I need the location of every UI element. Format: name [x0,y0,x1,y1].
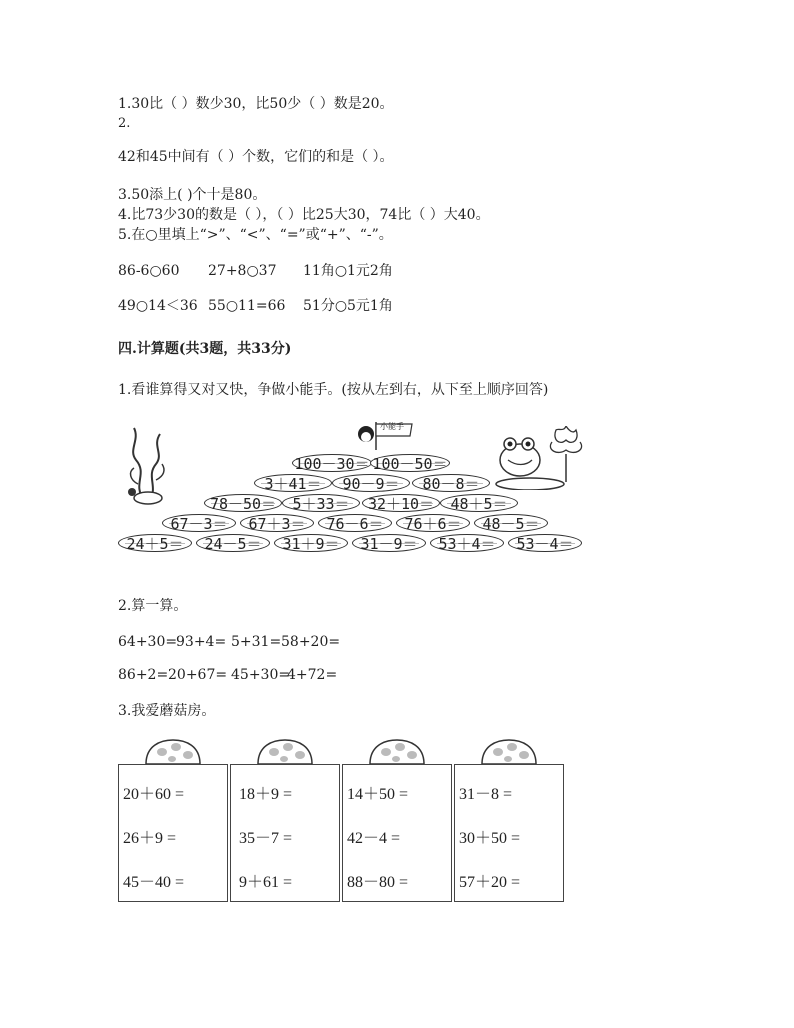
lily-pad: 48＋5＝ [440,494,518,512]
lily-pad: 67＋3＝ [240,514,314,532]
flag-label: 小能手 [380,422,404,431]
lily-pad: 53＋4＝ [430,534,504,552]
calc-item: 58+20= [281,634,341,650]
compare-item: 55○11=66 [208,298,286,314]
compare-item: 51分○5元1角 [303,298,393,314]
calc-2-row-1 [118,633,340,651]
lily-pad: 76－6＝ [318,514,392,532]
lily-pad: 32＋10＝ [362,494,440,512]
question-2: 42和45中间有（ ）个数，它们的和是（ ）。 [118,149,394,165]
lily-pad: 76＋6＝ [396,514,470,532]
frog-icon [486,426,586,490]
equation: 42－4 = [347,830,401,847]
calc-2-row-2 [118,666,337,684]
mushroom-column [118,764,228,902]
mushroom-column [230,764,340,902]
lily-pad: 31＋9＝ [274,534,348,552]
equation: 9＋61 = [239,874,293,891]
calc-item: 64+30= [118,634,178,650]
question-3: 3.50添上( )个十是80。 [118,187,267,203]
equation: 26＋9 = [123,830,177,847]
lily-pad: 100－50＝ [370,454,450,472]
question-5: 5.在○里填上“>”、“<”、“=”或“+”、“-”。 [118,227,393,243]
mushroom-roof-icon [480,738,538,766]
compare-item: 86-6○60 [118,263,180,279]
calc-2-title: 2.算一算。 [118,598,188,614]
question-4: 4.比73少30的数是（ ），（ ）比25大30，74比（ ）大40。 [118,207,490,223]
calc-item: 45+30= [231,667,291,683]
mushroom-roof-icon [368,738,426,766]
calc-1-title: 1.看谁算得又对又快，争做小能手。(按从左到右，从下至上顺序回答) [118,382,549,398]
lily-pad: 80－8＝ [412,474,490,492]
equation: 31－8 = [459,786,513,803]
calc-3-title: 3.我爱蘑菇房。 [118,703,216,719]
lily-pad: 24＋5＝ [118,534,192,552]
lily-pad: 48－5＝ [474,514,548,532]
compare-row-2 [118,297,393,315]
question-1: 1.30比（ ）数少30，比50少（ ）数是20。 [118,96,394,112]
equation: 45－40 = [123,874,185,891]
calc-item: 20+67= [168,667,228,683]
mushroom-column [454,764,564,902]
lily-pad: 53－4＝ [508,534,582,552]
seaweed-icon [122,424,172,506]
lily-pad: 31－9＝ [352,534,426,552]
section-4-title: 四.计算题(共3题，共33分) [118,341,292,357]
compare-row-1 [118,262,393,280]
calc-item: 4+72= [287,667,338,683]
equation: 35－7 = [239,830,293,847]
equation: 30＋50 = [459,830,521,847]
mushroom-roof-icon [256,738,314,766]
lily-pad: 24－5＝ [196,534,270,552]
lily-pad: 100－30＝ [292,454,372,472]
calc-item: 93+4= [176,634,227,650]
lily-pad: 5＋33＝ [282,494,360,512]
equation: 14＋50 = [347,786,409,803]
calc-item: 86+2= [118,667,169,683]
equation: 88－80 = [347,874,409,891]
question-2-number: 2. [118,116,131,131]
equation: 57＋20 = [459,874,521,891]
lily-pad: 3＋41＝ [254,474,332,492]
mushroom-roof-icon [144,738,202,766]
lily-pad: 90－9＝ [332,474,410,492]
compare-item: 11角○1元2角 [303,263,393,279]
lily-pad-puzzle [118,418,588,558]
mushroom-column [342,764,452,902]
compare-item: 49○14＜36 [118,298,198,314]
equation: 20＋60 = [123,786,185,803]
lily-pad: 67－3＝ [162,514,236,532]
calc-item: 5+31= [231,634,282,650]
compare-item: 27+8○37 [208,263,277,279]
equation: 18＋9 = [239,786,293,803]
lily-pad: 78－50＝ [204,494,282,512]
mushroom-houses [118,730,566,902]
